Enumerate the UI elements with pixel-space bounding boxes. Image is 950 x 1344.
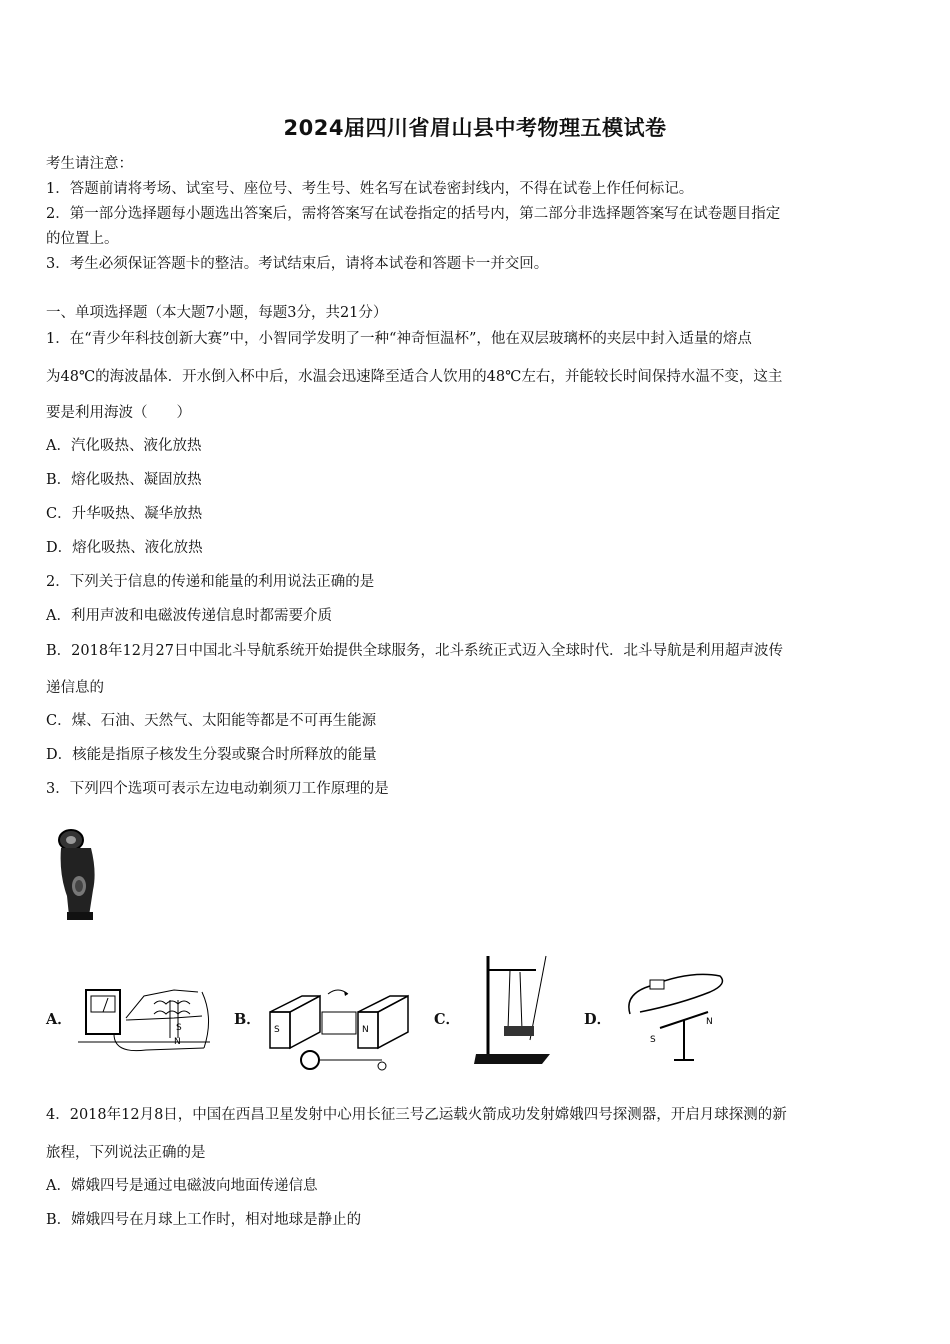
q4-option-a: A．嫦娥四号是通过电磁波向地面传递信息 bbox=[46, 1178, 318, 1194]
fig-b-label-s: S bbox=[274, 1025, 280, 1035]
q4-option-b: B．嫦娥四号在月球上工作时，相对地球是静止的 bbox=[46, 1212, 362, 1228]
notice-heading: 考生请注意： bbox=[46, 156, 133, 172]
fig-a-label-n: N bbox=[174, 1037, 181, 1047]
figure-b-magnets-coil bbox=[262, 982, 412, 1082]
electric-shaver-image bbox=[55, 824, 103, 926]
section-heading: 一、单项选择题（本大题7小题，每题3分，共21分） bbox=[46, 305, 388, 321]
fig-d-label-n: N bbox=[706, 1017, 713, 1027]
figure-d-compass-wire bbox=[620, 964, 730, 1078]
fig-a-label-s: S bbox=[176, 1023, 182, 1033]
page-title: 2024届四川省眉山县中考物理五模试卷 bbox=[283, 116, 667, 140]
q4-line-2: 旅程，下列说法正确的是 bbox=[46, 1145, 206, 1161]
q1-line-1: 1．在“青少年科技创新大赛”中，小智同学发明了一种“神奇恒温杯”，他在双层玻璃杯的夹层中封入适量的熔点 bbox=[46, 331, 752, 347]
figure-c-stand-frame bbox=[470, 950, 560, 1072]
q3-option-c-label: C． bbox=[434, 1011, 461, 1028]
notice-item-1: 1．答题前请将考场、试室号、座位号、考生号、姓名写在试卷密封线内，不得在试卷上作任何标记。 bbox=[46, 181, 694, 197]
q2-option-d: D．核能是指原子核发生分裂或聚合时所释放的能量 bbox=[46, 747, 377, 763]
q1-option-b: B．熔化吸热、凝固放热 bbox=[46, 472, 202, 488]
figure-a-galvanometer-coil bbox=[74, 978, 216, 1062]
q1-line-3: 要是利用海波（ ） bbox=[46, 405, 191, 421]
q2-option-a: A．利用声波和电磁波传递信息时都需要介质 bbox=[46, 608, 332, 624]
q1-line-2: 为48℃的海波晶体．开水倒入杯中后，水温会迅速降至适合人饮用的48℃左右，并能较长时间保持水温不变，这主 bbox=[46, 369, 783, 385]
notice-item-2: 2．第一部分选择题每小题选出答案后，需将答案写在试卷指定的括号内，第二部分非选择题答案写在试卷题目指定 bbox=[46, 206, 781, 222]
notice-item-3: 3．考生必须保证答题卡的整洁。考试结束后，请将本试卷和答题卡一并交回。 bbox=[46, 256, 549, 272]
q3-stem: 3．下列四个选项可表示左边电动剃须刀工作原理的是 bbox=[46, 781, 389, 797]
q2-option-b: B．2018年12月27日中国北斗导航系统开始提供全球服务，北斗系统正式迈入全球时代．北斗导航是利用超声波传 bbox=[46, 643, 783, 659]
q1-option-a: A．汽化吸热、液化放热 bbox=[46, 438, 202, 454]
q3-option-b-label: B． bbox=[234, 1011, 261, 1028]
q4-line-1: 4．2018年12月8日，中国在西昌卫星发射中心用长征三号乙运载火箭成功发射嫦娥四号探测器，开启月球探测的新 bbox=[46, 1107, 787, 1123]
q1-option-c: C．升华吸热、凝华放热 bbox=[46, 506, 203, 522]
q3-option-d-label: D． bbox=[584, 1011, 612, 1028]
q2-stem: 2．下列关于信息的传递和能量的利用说法正确的是 bbox=[46, 574, 375, 590]
fig-b-label-n: N bbox=[362, 1025, 369, 1035]
q3-option-a-label: A． bbox=[46, 1011, 72, 1028]
q2-option-b-cont: 递信息的 bbox=[46, 680, 104, 696]
q2-option-c: C．煤、石油、天然气、太阳能等都是不可再生能源 bbox=[46, 713, 377, 729]
q1-option-d: D．熔化吸热、液化放热 bbox=[46, 540, 203, 556]
notice-item-2-cont: 的位置上。 bbox=[46, 231, 119, 247]
fig-d-label-s: S bbox=[650, 1035, 656, 1045]
